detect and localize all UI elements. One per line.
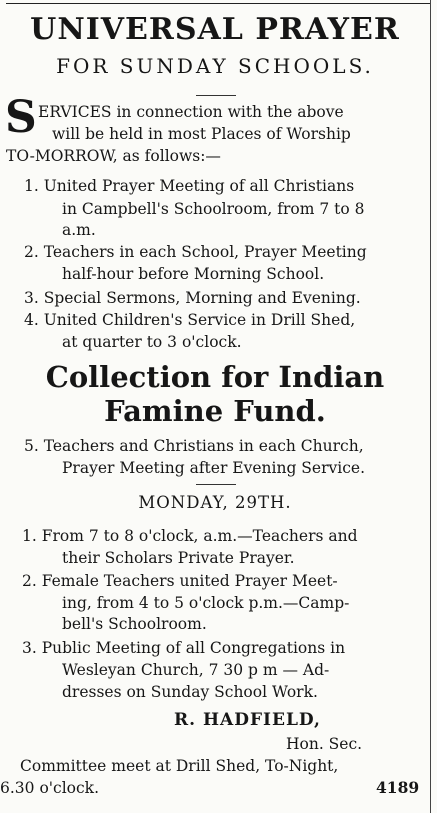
monday-heading: MONDAY, 29TH.	[138, 493, 292, 512]
collection-heading-line-1: Collection for Indian	[45, 360, 385, 394]
collection-heading-line-2: Famine Fund.	[104, 394, 326, 428]
notice-title: UNIVERSAL PRAYER	[30, 12, 400, 47]
title-divider	[196, 95, 236, 96]
footer-line-2: 6.30 o'clock.	[0, 779, 100, 797]
monday-item-3-line-3: dresses on Sunday School Work.	[62, 683, 318, 701]
item-5-line-2: Prayer Meeting after Evening Service.	[62, 459, 366, 477]
column-rule	[430, 0, 431, 813]
intro-line-2: will be held in most Places of Worship	[52, 125, 351, 143]
monday-item-2-line-2: ing, from 4 to 5 o'clock p.m.—Camp-	[62, 594, 350, 612]
item-4-line-1: 4. United Children's Service in Drill Shed,	[24, 311, 356, 329]
signature-name: R. HADFIELD,	[174, 710, 321, 730]
monday-item-3-line-1: 3. Public Meeting of all Congregations in	[22, 639, 346, 657]
notice-subtitle: FOR SUNDAY SCHOOLS.	[56, 54, 374, 78]
monday-item-2-line-3: bell's Schoolroom.	[62, 615, 207, 633]
drop-cap: S	[5, 92, 37, 143]
item-2-line-1: 2. Teachers in each School, Prayer Meeting	[24, 243, 367, 261]
section-divider	[196, 484, 236, 485]
item-4-line-2: at quarter to 3 o'clock.	[62, 333, 242, 351]
item-1-line-1: 1. United Prayer Meeting of all Christians	[24, 177, 355, 195]
item-2-line-2: half-hour before Morning School.	[62, 265, 325, 283]
monday-item-1-line-2: their Scholars Private Prayer.	[62, 549, 295, 567]
item-1-line-3: a.m.	[62, 221, 96, 239]
monday-item-3-line-2: Wesleyan Church, 7 30 p m — Ad-	[62, 661, 330, 679]
item-5-line-1: 5. Teachers and Christians in each Church,	[24, 437, 364, 455]
ref-number: 4189	[376, 778, 420, 797]
signature-title: Hon. Sec.	[286, 735, 363, 753]
top-rule	[6, 3, 430, 4]
monday-item-1-line-1: 1. From 7 to 8 o'clock, a.m.—Teachers and	[22, 527, 358, 545]
item-1-line-2: in Campbell's Schoolroom, from 7 to 8	[62, 200, 365, 218]
monday-item-2-line-1: 2. Female Teachers united Prayer Meet-	[22, 572, 338, 590]
item-3-line-1: 3. Special Sermons, Morning and Evening.	[24, 289, 361, 307]
footer-line-1: Committee meet at Drill Shed, To-Night,	[20, 757, 339, 775]
intro-line-1: ERVICES in connection with the above	[38, 103, 344, 121]
intro-line-3: TO-MORROW, as follows:—	[6, 147, 221, 165]
